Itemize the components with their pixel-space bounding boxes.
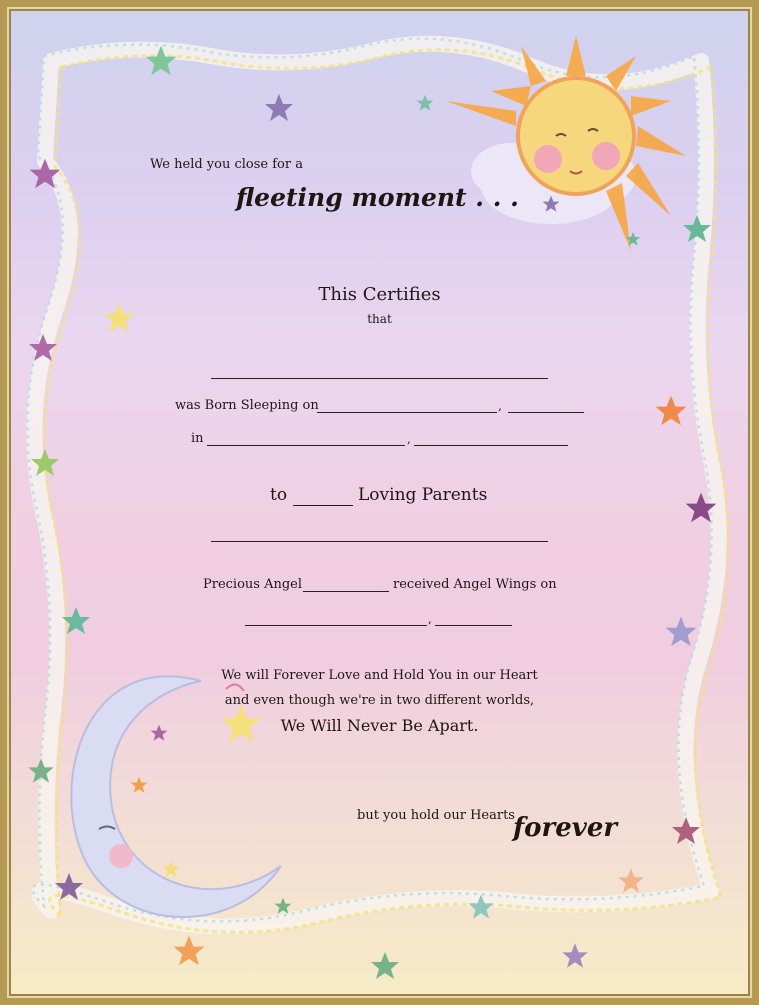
opening-script: fleeting moment . . . [236, 183, 519, 212]
born-label: was Born Sleeping on [175, 398, 319, 413]
number-line [293, 505, 353, 506]
opening-line: We held you close for a [150, 157, 303, 172]
poem-line-1: We will Forever Love and Hold You in our Heart [221, 668, 538, 683]
wings-date-line [245, 625, 427, 626]
parents-names-line [211, 541, 548, 542]
parents-label: Loving Parents [358, 485, 488, 505]
wings-label: received Angel Wings on [393, 577, 557, 592]
poem-line-2: and even though we're in two different worlds, [224, 693, 535, 708]
wings-year-line [435, 625, 512, 626]
city-line [207, 445, 405, 446]
comma: , [498, 399, 502, 413]
name-line [211, 378, 548, 379]
certificate-title: This Certifies [318, 284, 441, 305]
angel-name-line [303, 591, 389, 592]
certificate-paper [11, 11, 748, 994]
to-label: to [270, 485, 288, 505]
poem-line-3: We Will Never Be Apart. [280, 716, 479, 735]
comma: , [428, 612, 432, 626]
crescent-moon-icon [71, 676, 281, 917]
that-label: that [367, 312, 392, 326]
born-date-line [317, 412, 497, 413]
born-year-line [508, 412, 584, 413]
closing-script: forever [513, 813, 618, 843]
closing-line: but you hold our Hearts [357, 808, 515, 823]
in-label: in [191, 431, 204, 446]
state-line [414, 445, 568, 446]
angel-label: Precious Angel [203, 577, 303, 592]
comma: , [407, 432, 411, 446]
